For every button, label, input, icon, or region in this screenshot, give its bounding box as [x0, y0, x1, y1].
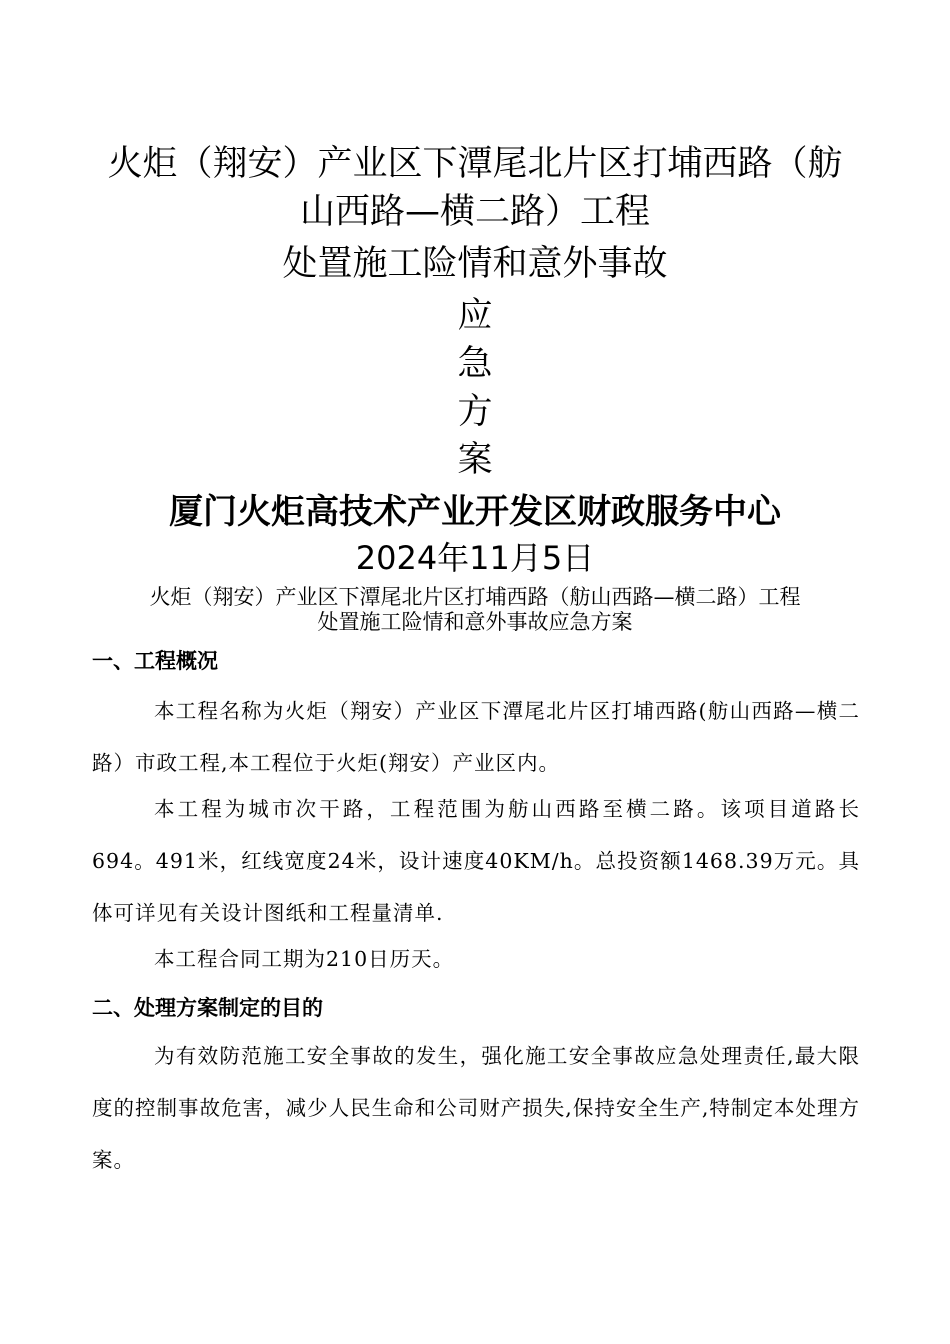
section-heading-purpose: 二、处理方案制定的目的 — [92, 996, 323, 1020]
paragraph-project-name: 本工程名称为火炬（翔安）产业区下潭尾北片区打埔西路(舫山西路—横二路）市政工程,本工程位于火炬(翔安）产业区内。 — [92, 699, 860, 775]
document-date: 2024年11月5日 — [355, 539, 595, 577]
organization-name: 厦门火炬高技术产业开发区财政服务中心 — [169, 492, 781, 532]
cover-title-line-3: 处置施工险情和意外事故 — [282, 244, 668, 284]
paragraph-purpose: 为有效防范施工安全事故的发生，强化施工安全事故应急处理责任,最大限度的控制事故危害，减少人民生命和公司财产损失,保持安全生产,特制定本处理方案。 — [92, 1044, 860, 1172]
cover-title-char-1: 应 — [457, 296, 493, 336]
cover-title-line-1: 火炬（翔安）产业区下潭尾北片区打埔西路（舫 — [107, 144, 843, 184]
cover-title-char-3: 方 — [457, 392, 493, 432]
document-subtitle-line-2: 处置施工险情和意外事故应急方案 — [317, 610, 633, 634]
section-heading-overview: 一、工程概况 — [92, 649, 218, 673]
document-subtitle-line-1: 火炬（翔安）产业区下潭尾北片区打埔西路（舫山西路—横二路）工程 — [149, 585, 801, 609]
paragraph-project-scope: 本工程为城市次干路，工程范围为舫山西路至横二路。该项目道路长694。491米，红线宽度24米，设计速度40KM/h。总投资额1468.39万元。具体可详见有关设计图纸和工程量清单. — [92, 797, 860, 925]
cover-title-char-2: 急 — [457, 344, 493, 384]
paragraph-contract-period: 本工程合同工期为210日历天。 — [154, 947, 455, 971]
cover-title-line-2: 山西路—横二路）工程 — [299, 192, 650, 232]
cover-title-char-4: 案 — [457, 440, 493, 480]
